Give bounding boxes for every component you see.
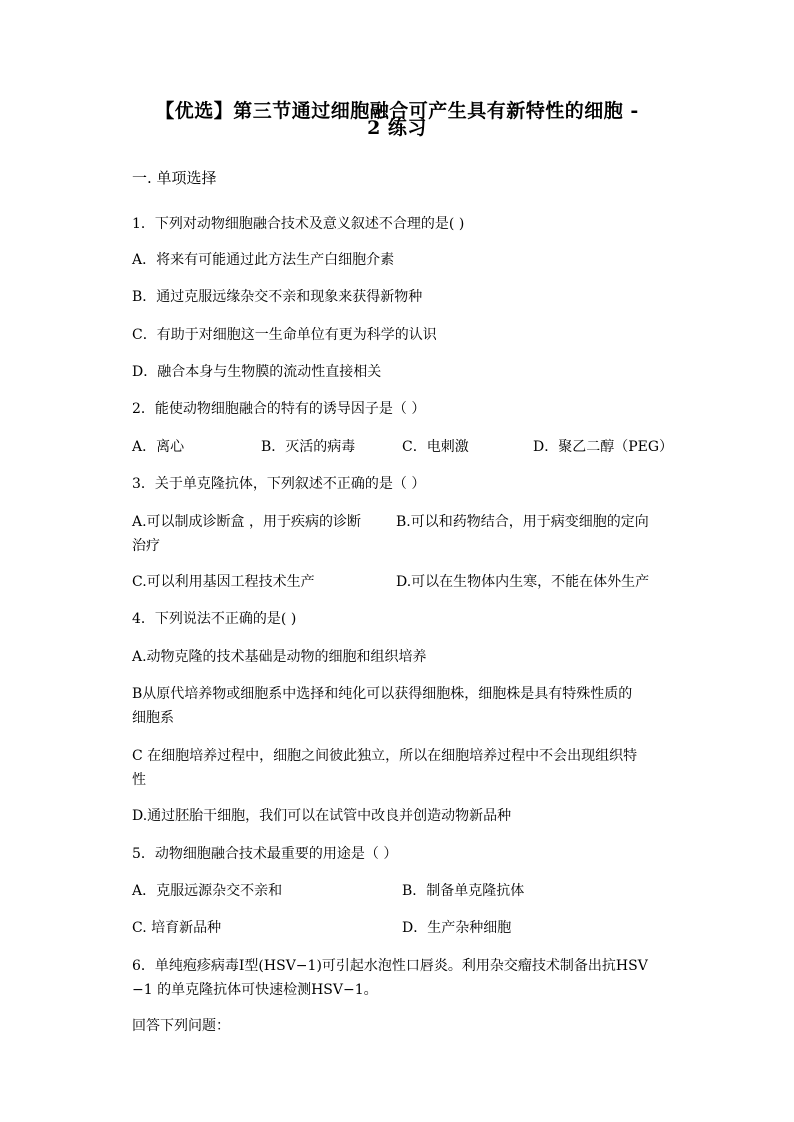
q6-answer-prompt: 回答下列问题： [132, 1018, 230, 1034]
q2-option-a: A．离心 [132, 439, 185, 455]
q4-option-c: C 在细胞培养过程中，细胞之间彼此独立，所以在细胞培养过程中不会出现组织特 [132, 748, 638, 764]
section-heading: 一. 单项选择 [132, 169, 217, 187]
q1-option-c: C．有助于对细胞这一生命单位有更为科学的认识 [132, 327, 437, 343]
q5-stem: 5．动物细胞融合技术最重要的用途是（ ） [132, 846, 398, 862]
q2-stem: 2．能使动物细胞融合的特有的诱导因子是（ ） [132, 401, 426, 417]
q4-option-d: D.通过胚胎干细胞，我们可以在试管中改良并创造动物新品种 [132, 808, 512, 824]
q5-option-a: A．克服远源杂交不亲和 [132, 883, 283, 899]
q4-option-b-cont: 细胞系 [132, 710, 174, 726]
q4-option-c-cont: 性 [132, 772, 146, 788]
q2-option-c: C．电刺激 [402, 439, 469, 455]
q3-option-a: A.可以制成诊断盒 ，用于疾病的诊断 [132, 514, 362, 530]
q5-option-d: D．生产杂种细胞 [402, 920, 512, 936]
q5-option-c: C. 培育新品种 [132, 920, 222, 936]
q3-option-b-cont: 治疗 [132, 538, 160, 554]
q2-option-b: B．灭活的病毒 [261, 439, 356, 455]
q4-option-a: A.动物克隆的技术基础是动物的细胞和组织培养 [132, 649, 427, 665]
q6-stem-cont: −1 的单克隆抗体可快速检测HSV−1。 [132, 982, 378, 998]
q1-option-a: A．将来有可能通过此方法生产白细胞介素 [132, 252, 395, 268]
q2-option-d: D．聚乙二醇（PEG） [533, 439, 674, 455]
q5-option-b: B．制备单克隆抗体 [402, 883, 525, 899]
q1-option-d: D．融合本身与生物膜的流动性直接相关 [132, 364, 382, 380]
q3-stem: 3．关于单克隆抗体，下列叙述不正确的是（ ） [132, 476, 426, 492]
q3-option-c: C.可以利用基因工程技术生产 [132, 574, 315, 590]
q4-stem: 4．下列说法不正确的是( ) [132, 611, 297, 627]
q3-option-d: D.可以在生物体内生寒，不能在体外生产 [396, 574, 650, 590]
q4-option-b: B从原代培养物或细胞系中选择和纯化可以获得细胞株，细胞株是具有特殊性质的 [132, 686, 633, 702]
title-line-2: 2 练习 [367, 117, 427, 139]
title-line-1: 【优选】第三节通过细胞融合可产生具有新特性的细胞 - [155, 100, 639, 122]
q1-stem: 1．下列对动物细胞融合技术及意义叙述不合理的是( ) [132, 216, 465, 232]
q6-stem: 6．单纯疱疹病毒Ⅰ型(HSV−1)可引起水泡性口唇炎。利用杂交瘤技术制备出抗HSV [132, 958, 648, 974]
q3-option-b: B.可以和药物结合，用于病变细胞的定向 [396, 514, 649, 530]
q1-option-b: B．通过克服远缘杂交不亲和现象来获得新物种 [132, 289, 423, 305]
